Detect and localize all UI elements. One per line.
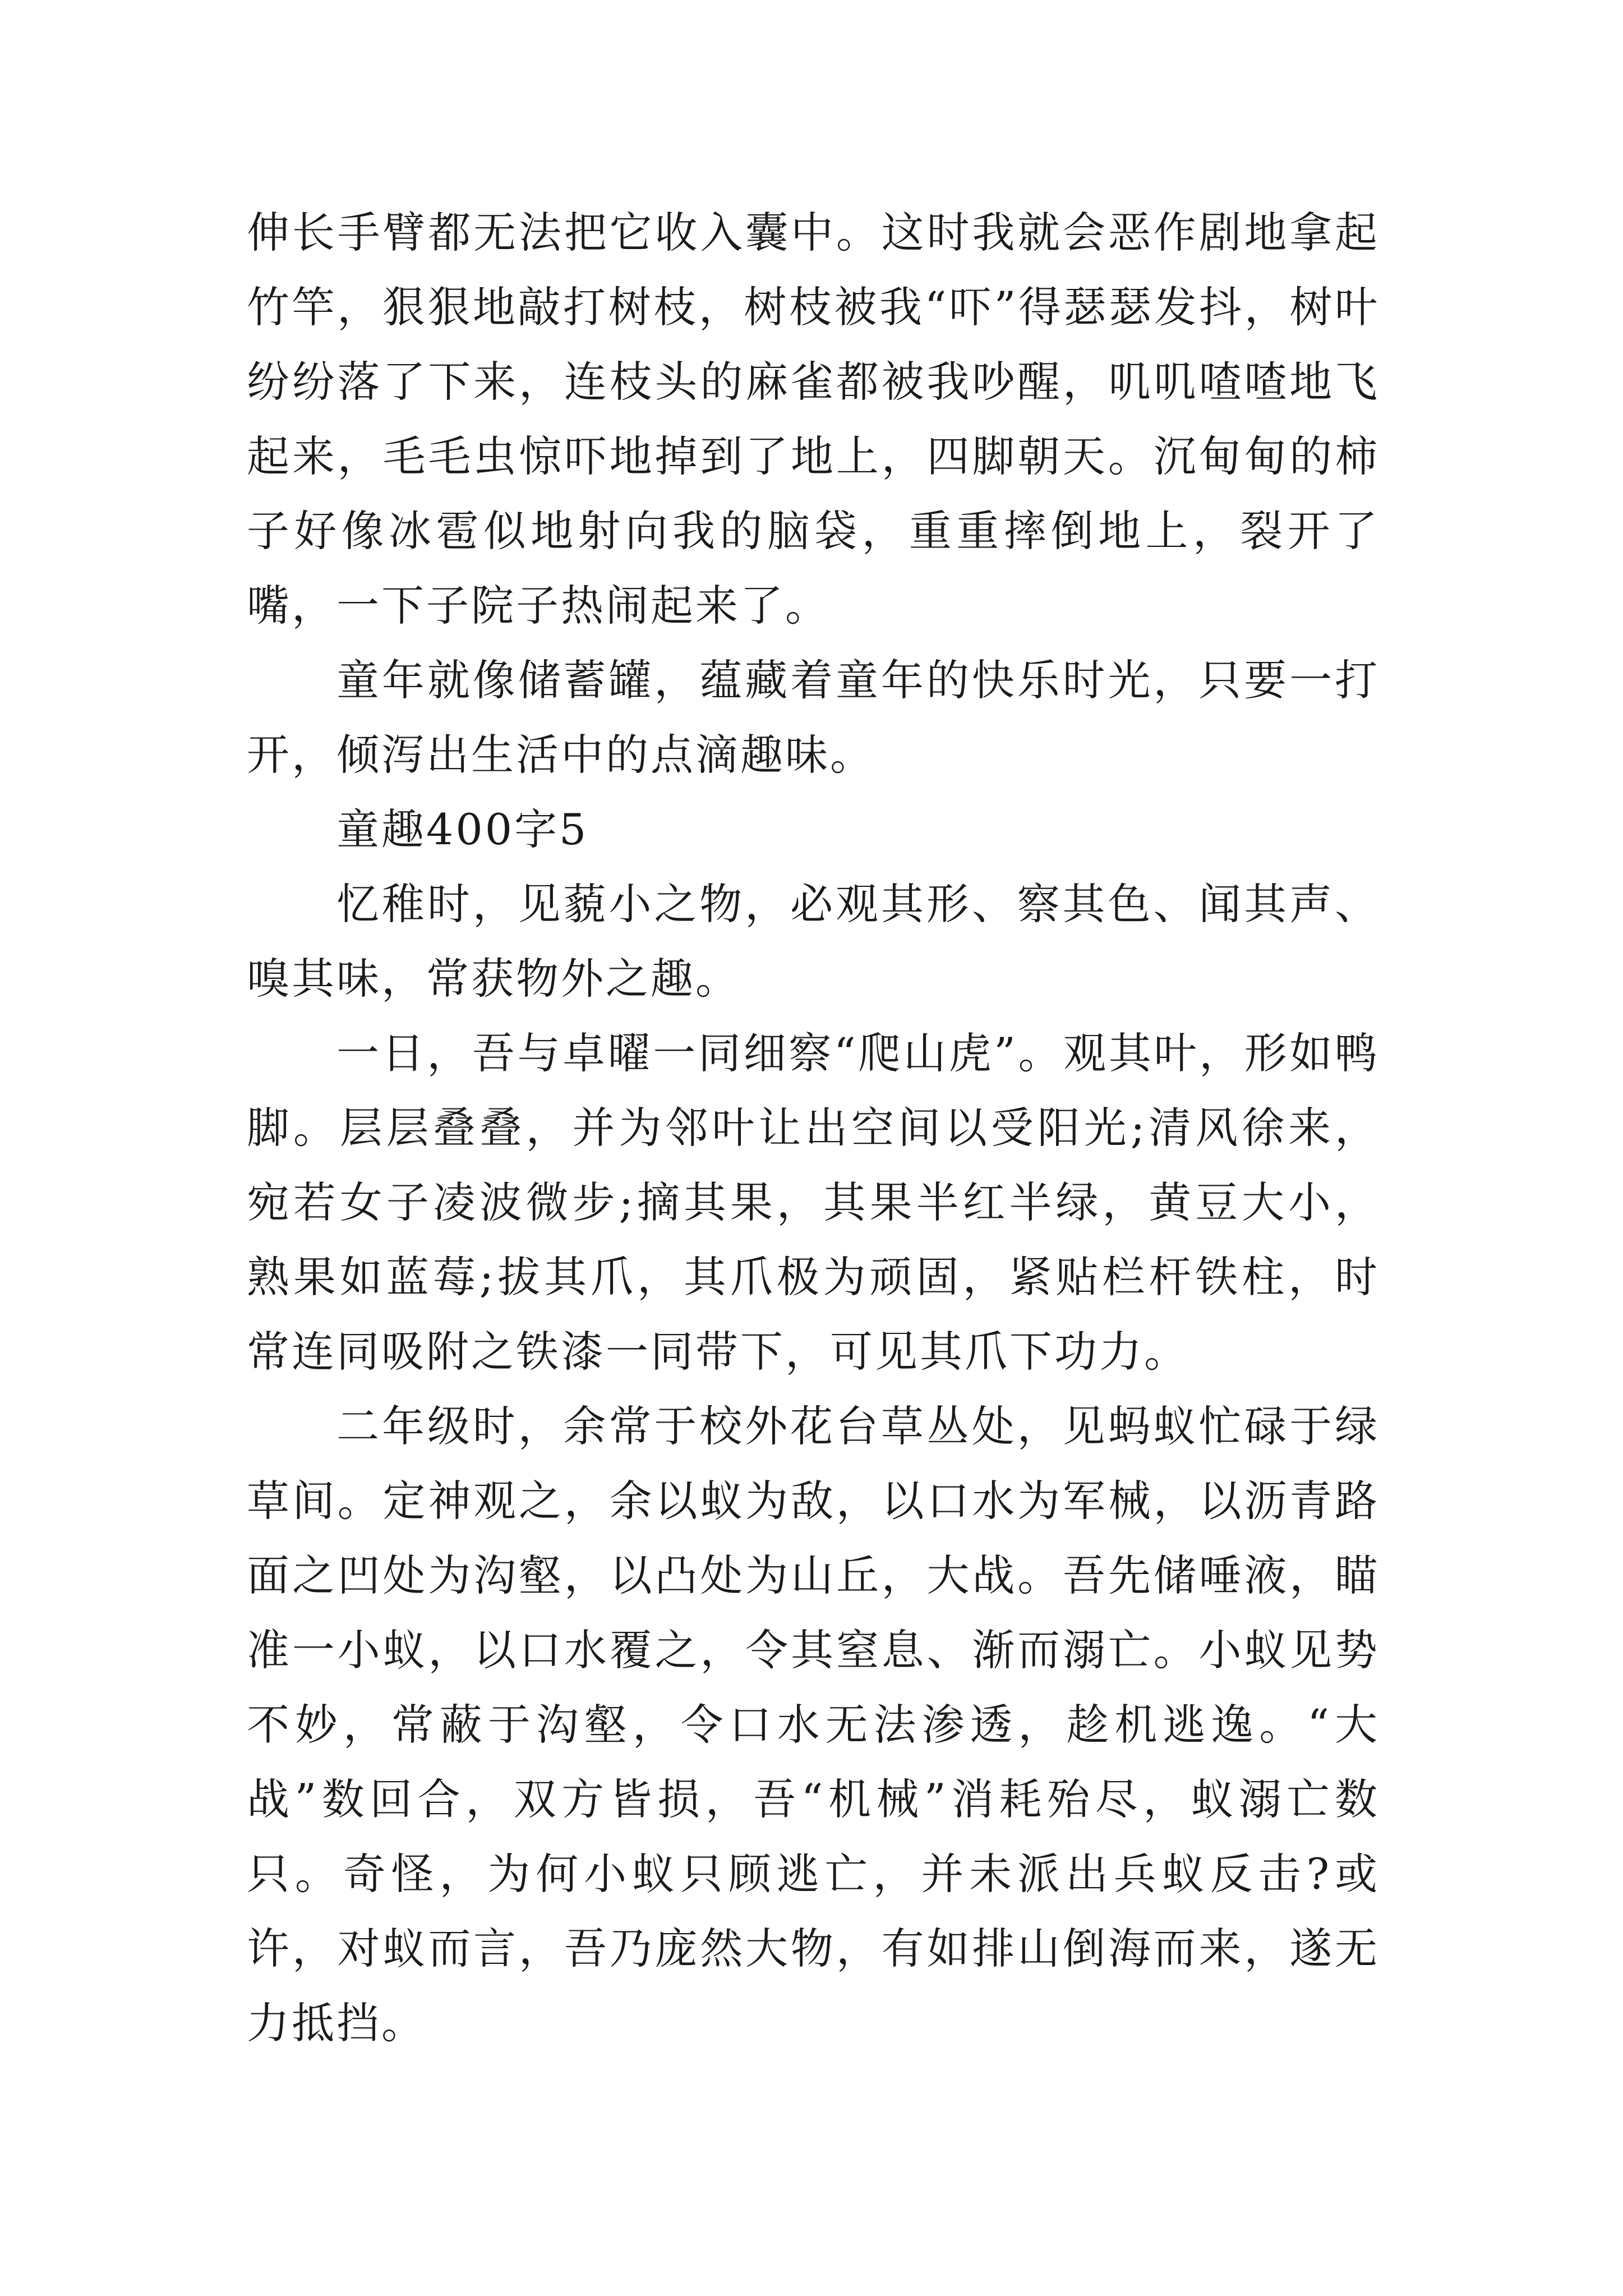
paragraph-continuation: 伸长手臂都无法把它收入囊中。这时我就会恶作剧地拿起竹竿，狠狠地敲打树枝，树枝被我“吓”得瑟瑟发抖，树叶纷纷落了下来，连枝头的麻雀都被我吵醒，叽叽喳喳地飞起来，毛毛虫惊吓地掉到了地上，四脚朝天。沉甸甸的柿子好像冰雹似地射向我的脑袋，重重摔倒地上，裂开了嘴，一下子院子热闹起来了。 (247, 208, 1380, 631)
section-heading: 童趣400字5 (336, 804, 589, 854)
paragraph-intro: 忆稚时，见藐小之物，必观其形、察其色、闻其声、嗅其味，常获物外之趣。 (247, 879, 1380, 1004)
paragraph-ivy: 一日，吾与卓曜一同细察“爬山虎”。观其叶，形如鸭脚。层层叠叠，并为邻叶让出空间以受阳光;清风徐来，宛若女子凌波微步;摘其果，其果半红半绿，黄豆大小，熟果如蓝莓;拔其爪，其爪极为顽固，紧贴栏杆铁柱，时常连同吸附之铁漆一同带下，可见其爪下功力。 (247, 1028, 1380, 1377)
paragraph-ants: 二年级时，余常于校外花台草丛处，见蚂蚁忙碌于绿草间。定神观之，余以蚁为敌，以口水为军械，以沥青路面之凹处为沟壑，以凸处为山丘，大战。吾先储唾液，瞄准一小蚁，以口水覆之，令其窒息、渐而溺亡。小蚁见势不妙，常蔽于沟壑，令口水无法渗透，趁机逃逸。“大战”数回合，双方皆损，吾“机械”消耗殆尽，蚁溺亡数只。奇怪，为何小蚁只顾逃亡，并未派出兵蚁反击?或许，对蚁而言，吾乃庞然大物，有如排山倒海而来，遂无力抵挡。 (247, 1401, 1380, 2048)
paragraph-savings-jar: 童年就像储蓄罐，蕴藏着童年的快乐时光，只要一打开，倾泻出生活中的点滴趣味。 (247, 655, 1380, 780)
document-body (247, 195, 1380, 2060)
